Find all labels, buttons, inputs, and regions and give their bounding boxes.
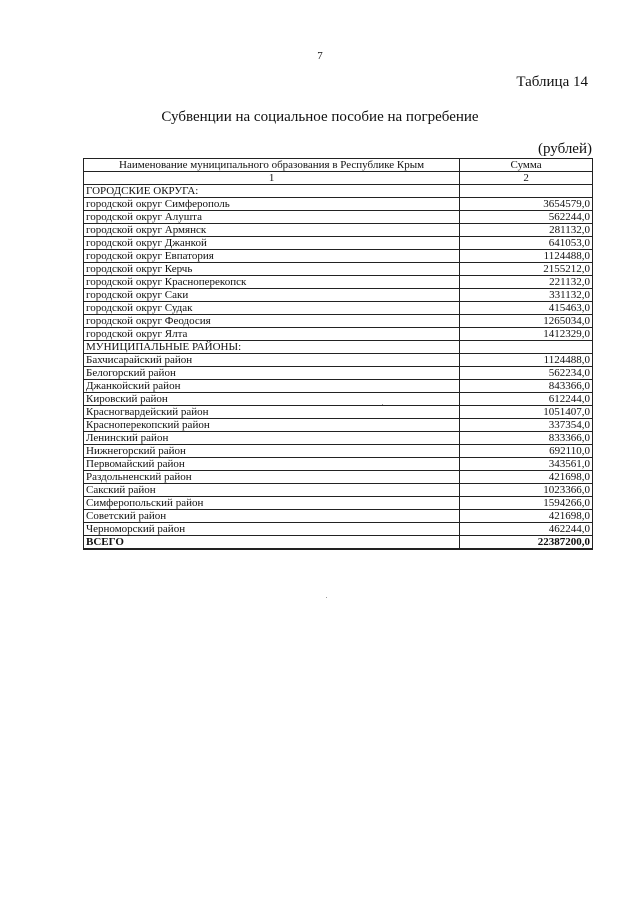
- table-row: [84, 510, 593, 523]
- table-row: [84, 289, 593, 302]
- empty-cell: [460, 185, 593, 198]
- amount: 2155212,0: [460, 263, 593, 276]
- table-row: [84, 276, 593, 289]
- table-row: [84, 315, 593, 328]
- table-row: [84, 263, 593, 276]
- table-row: [84, 380, 593, 393]
- municipality-name: Советский район: [84, 510, 460, 523]
- municipality-name: Первомайский район: [84, 458, 460, 471]
- table-row: [84, 497, 593, 510]
- table-row: [84, 250, 593, 263]
- section-heading-row: [84, 185, 593, 198]
- column-number-name: 1: [84, 172, 460, 185]
- section-heading-row: [84, 341, 593, 354]
- amount: 462244,0: [460, 523, 593, 536]
- municipality-name: городской округ Евпатория: [84, 250, 460, 263]
- scan-speck: [382, 404, 383, 405]
- header-row: [84, 159, 593, 172]
- table-row: [84, 302, 593, 315]
- amount: 1051407,0: [460, 406, 593, 419]
- municipality-name: городской округ Феодосия: [84, 315, 460, 328]
- table-row: [84, 484, 593, 497]
- table-row: [84, 471, 593, 484]
- amount: 221132,0: [460, 276, 593, 289]
- municipality-name: городской округ Красноперекопск: [84, 276, 460, 289]
- amount: 421698,0: [460, 471, 593, 484]
- table-row: [84, 432, 593, 445]
- amount: 337354,0: [460, 419, 593, 432]
- municipality-name: Сакский район: [84, 484, 460, 497]
- amount: 692110,0: [460, 445, 593, 458]
- amount: 843366,0: [460, 380, 593, 393]
- municipality-name: Джанкойский район: [84, 380, 460, 393]
- table-row: [84, 406, 593, 419]
- table-row: [84, 523, 593, 536]
- municipality-name: Красногвардейский район: [84, 406, 460, 419]
- municipality-name: городской округ Ялта: [84, 328, 460, 341]
- municipality-name: Симферопольский район: [84, 497, 460, 510]
- scan-speck: [326, 597, 327, 598]
- table-row: [84, 198, 593, 211]
- municipality-name: городской округ Армянск: [84, 224, 460, 237]
- municipality-name: Раздольненский район: [84, 471, 460, 484]
- table-row: [84, 354, 593, 367]
- table-row: [84, 458, 593, 471]
- table-row: [84, 367, 593, 380]
- amount: 415463,0: [460, 302, 593, 315]
- municipality-name: Черноморский район: [84, 523, 460, 536]
- page-number: 7: [317, 50, 323, 62]
- table-row: [84, 328, 593, 341]
- municipality-name: городской округ Алушта: [84, 211, 460, 224]
- amount: 833366,0: [460, 432, 593, 445]
- amount: 562234,0: [460, 367, 593, 380]
- table-row: [84, 224, 593, 237]
- amount: 1124488,0: [460, 354, 593, 367]
- amount: 331132,0: [460, 289, 593, 302]
- amount: 1023366,0: [460, 484, 593, 497]
- municipality-name: Ленинский район: [84, 432, 460, 445]
- column-number-sum: 2: [460, 172, 593, 185]
- table-row: [84, 237, 593, 250]
- amount: 612244,0: [460, 393, 593, 406]
- municipality-name: Бахчисарайский район: [84, 354, 460, 367]
- section-heading: МУНИЦИПАЛЬНЫЕ РАЙОНЫ:: [84, 341, 460, 354]
- amount: 641053,0: [460, 237, 593, 250]
- total-row: [84, 536, 593, 550]
- municipality-name: Нижнегорский район: [84, 445, 460, 458]
- municipality-name: Белогорский район: [84, 367, 460, 380]
- amount: 421698,0: [460, 510, 593, 523]
- table-caption: Таблица 14: [516, 74, 588, 90]
- table-row: [84, 393, 593, 406]
- amount: 3654579,0: [460, 198, 593, 211]
- amount: 562244,0: [460, 211, 593, 224]
- column-header-sum: Сумма: [460, 159, 593, 172]
- column-header-name: Наименование муниципального образования в Республике Крым: [84, 159, 460, 172]
- unit-label: (рублей): [537, 141, 592, 157]
- total-amount: 22387200,0: [460, 536, 593, 550]
- amount: 343561,0: [460, 458, 593, 471]
- municipality-name: городской округ Керчь: [84, 263, 460, 276]
- column-number-row: [84, 172, 593, 185]
- total-label: ВСЕГО: [84, 536, 460, 550]
- amount: 1412329,0: [460, 328, 593, 341]
- municipality-name: городской округ Судак: [84, 302, 460, 315]
- amount: 1124488,0: [460, 250, 593, 263]
- municipality-name: Кировский район: [84, 393, 460, 406]
- municipality-name: городской округ Саки: [84, 289, 460, 302]
- table-row: [84, 445, 593, 458]
- municipality-name: городской округ Джанкой: [84, 237, 460, 250]
- document-title: Субвенции на социальное пособие на погребение: [161, 109, 479, 125]
- table-row: [84, 419, 593, 432]
- empty-cell: [460, 341, 593, 354]
- table-row: [84, 211, 593, 224]
- section-heading: ГОРОДСКИЕ ОКРУГА:: [84, 185, 460, 198]
- municipality-name: городской округ Симферополь: [84, 198, 460, 211]
- amount: 1594266,0: [460, 497, 593, 510]
- amount: 281132,0: [460, 224, 593, 237]
- amount: 1265034,0: [460, 315, 593, 328]
- subvention-table: [83, 158, 593, 550]
- municipality-name: Красноперекопский район: [84, 419, 460, 432]
